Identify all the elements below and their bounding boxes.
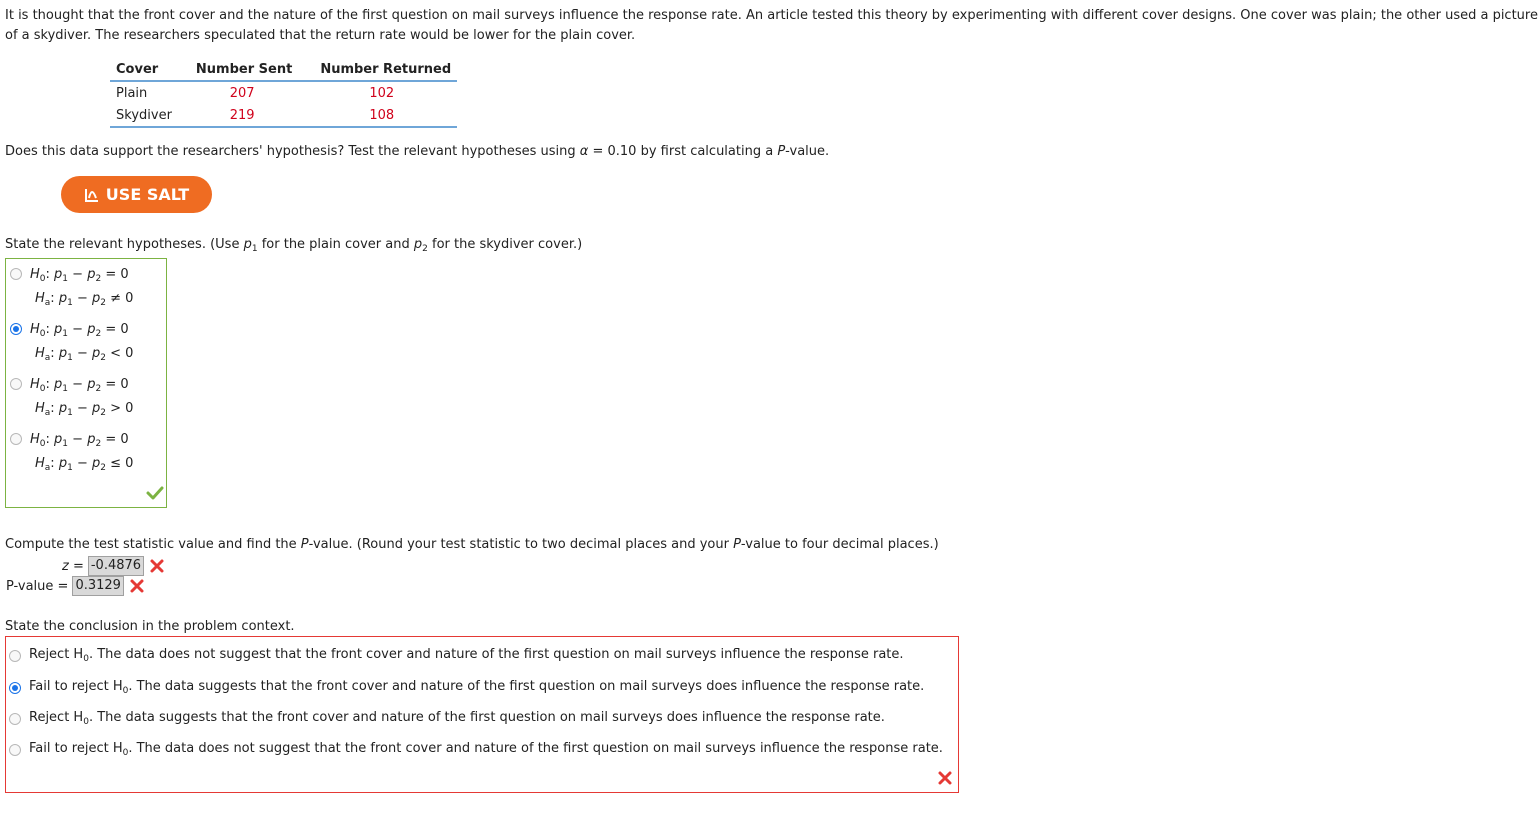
ha-value: > 0 (110, 401, 134, 416)
intro-line-2: of a skydiver. The researchers speculated that the return rate would be lower for the plain cover. (5, 28, 636, 43)
ha-value: ≠ 0 (110, 291, 134, 306)
h0-value: = 0 (105, 322, 129, 337)
option-text: Reject $H_0$. The data does not suggest that the front cover and nature of the first question on mail surveys influence the response rate. (29, 647, 904, 664)
q1-text: -value. (785, 144, 830, 159)
null-hypothesis: $H_0$: $p_1 - p_2 = 0$ (30, 432, 129, 449)
z-label: z = (62, 558, 84, 574)
q2-text: for the skydiver cover.) (427, 237, 583, 252)
salt-button-label: USE SALT (105, 185, 190, 204)
p-symbol: p (243, 237, 252, 252)
alt-hypothesis: $H_a$: $p_1 - p_2 \ne 0$ (35, 291, 134, 308)
cell-returned: 102 (369, 85, 395, 101)
radio-button[interactable] (10, 433, 22, 445)
radio-button-selected[interactable] (9, 682, 21, 694)
radio-button[interactable] (10, 268, 22, 280)
ha-value: < 0 (110, 346, 134, 361)
subscript: 2 (422, 244, 428, 254)
q3-text: Compute the test statistic value and find the (5, 537, 301, 552)
ha-value: ≤ 0 (110, 456, 134, 471)
question-support-hypothesis (5, 144, 829, 159)
h0-value: = 0 (105, 432, 129, 447)
p-value-label: P-value = (6, 578, 69, 594)
cell-sent: 219 (178, 104, 306, 127)
q2-text: for the plain cover and (257, 237, 414, 252)
rest-text: . The data suggests that the front cover and nature of the first question on mail surveys does influence the response rate. (128, 679, 925, 694)
question-compute (5, 537, 939, 552)
hypotheses-options (5, 258, 167, 508)
rest-text: . The data does not suggest that the front cover and nature of the first question on mail surveys influence the response rate. (128, 741, 943, 756)
verb-text: Fail to reject H (29, 741, 123, 756)
z-answer-row (62, 556, 164, 576)
verb-text: Fail to reject H (29, 679, 123, 694)
p-answer-row (6, 576, 144, 596)
cell-cover: Skydiver (110, 104, 178, 127)
table-row (110, 104, 457, 127)
checkmark-icon (146, 486, 164, 500)
table-row (110, 81, 457, 104)
use-salt-button[interactable] (61, 176, 212, 213)
alt-hypothesis: $H_a$: $p_1 - p_2 > 0$ (35, 401, 134, 418)
verb-text: Reject H (29, 710, 84, 725)
q2-text: State the relevant hypotheses. (Use (5, 237, 244, 252)
verb-text: Reject H (29, 647, 84, 662)
table-header-row (110, 60, 457, 81)
problem-intro (5, 6, 1538, 46)
wrong-x-icon (150, 559, 164, 573)
alt-hypothesis: $H_a$: $p_1 - p_2 \le 0$ (35, 456, 134, 473)
salt-chart-icon (84, 187, 100, 203)
data-table (110, 60, 457, 128)
rest-text: . The data does not suggest that the front cover and nature of the first question on mail surveys influence the response rate. (88, 647, 904, 662)
p-symbol: P (300, 537, 309, 552)
conclusion-options (5, 636, 959, 793)
alt-hypothesis: $H_a$: $p_1 - p_2 < 0$ (35, 346, 134, 363)
question-state-hypotheses (5, 237, 582, 252)
alpha-symbol: α (579, 144, 589, 159)
p-symbol: P (733, 537, 741, 552)
radio-button[interactable] (9, 650, 21, 662)
wrong-x-icon (938, 771, 952, 785)
radio-button-selected[interactable] (10, 323, 22, 335)
cell-cover: Plain (116, 85, 148, 101)
subscript: 1 (251, 244, 258, 254)
p-value-input[interactable]: 0.3129 (72, 576, 124, 596)
intro-line-1: It is thought that the front cover and the nature of the first question on mail surveys influence the response rate. An article tested this theory by experimenting with different cover designs. One cover was plain; the other used a picture (5, 8, 1538, 23)
p-symbol: P (777, 144, 786, 159)
q1-text: Does this data support the researchers' hypothesis? Test the relevant hypotheses using (5, 144, 580, 159)
p-symbol: p (413, 237, 423, 252)
null-hypothesis: $H_0$: $p_1 - p_2 = 0$ (30, 322, 129, 339)
option-text: Fail to reject $H_0$. The data does not suggest that the front cover and nature of the first question on mail surveys influence the response rate. (29, 741, 943, 758)
cell-sent: 207 (229, 85, 255, 101)
col-header-sent: Number Sent (178, 60, 306, 81)
null-hypothesis: $H_0$: $p_1 - p_2 = 0$ (30, 267, 129, 284)
q3-text: -value. (Round your test statistic to two decimal places and your (308, 537, 734, 552)
radio-button[interactable] (9, 744, 21, 756)
q3-text: -value to four decimal places.) (740, 537, 939, 552)
option-text: Fail to reject $H_0$. The data suggests that the front cover and nature of the first question on mail surveys does influence the response rate. (29, 679, 925, 696)
radio-button[interactable] (10, 378, 22, 390)
h0-value: = 0 (105, 267, 129, 282)
option-text: Reject $H_0$. The data suggests that the front cover and nature of the first question on mail surveys does influence the response rate. (29, 710, 885, 727)
col-header-cover: Cover (110, 60, 178, 81)
z-input[interactable]: -0.4876 (88, 556, 144, 576)
col-header-returned: Number Returned (306, 60, 457, 81)
null-hypothesis: $H_0$: $p_1 - p_2 = 0$ (30, 377, 129, 394)
rest-text: . The data suggests that the front cover and nature of the first question on mail surveys does influence the response rate. (88, 710, 885, 725)
h0-value: = 0 (105, 377, 129, 392)
question-conclusion: State the conclusion in the problem context. (5, 619, 295, 634)
cell-returned: 108 (306, 104, 457, 127)
radio-button[interactable] (9, 713, 21, 725)
wrong-x-icon (130, 579, 144, 593)
q1-text: = 0.10 by first calculating a (588, 144, 778, 159)
